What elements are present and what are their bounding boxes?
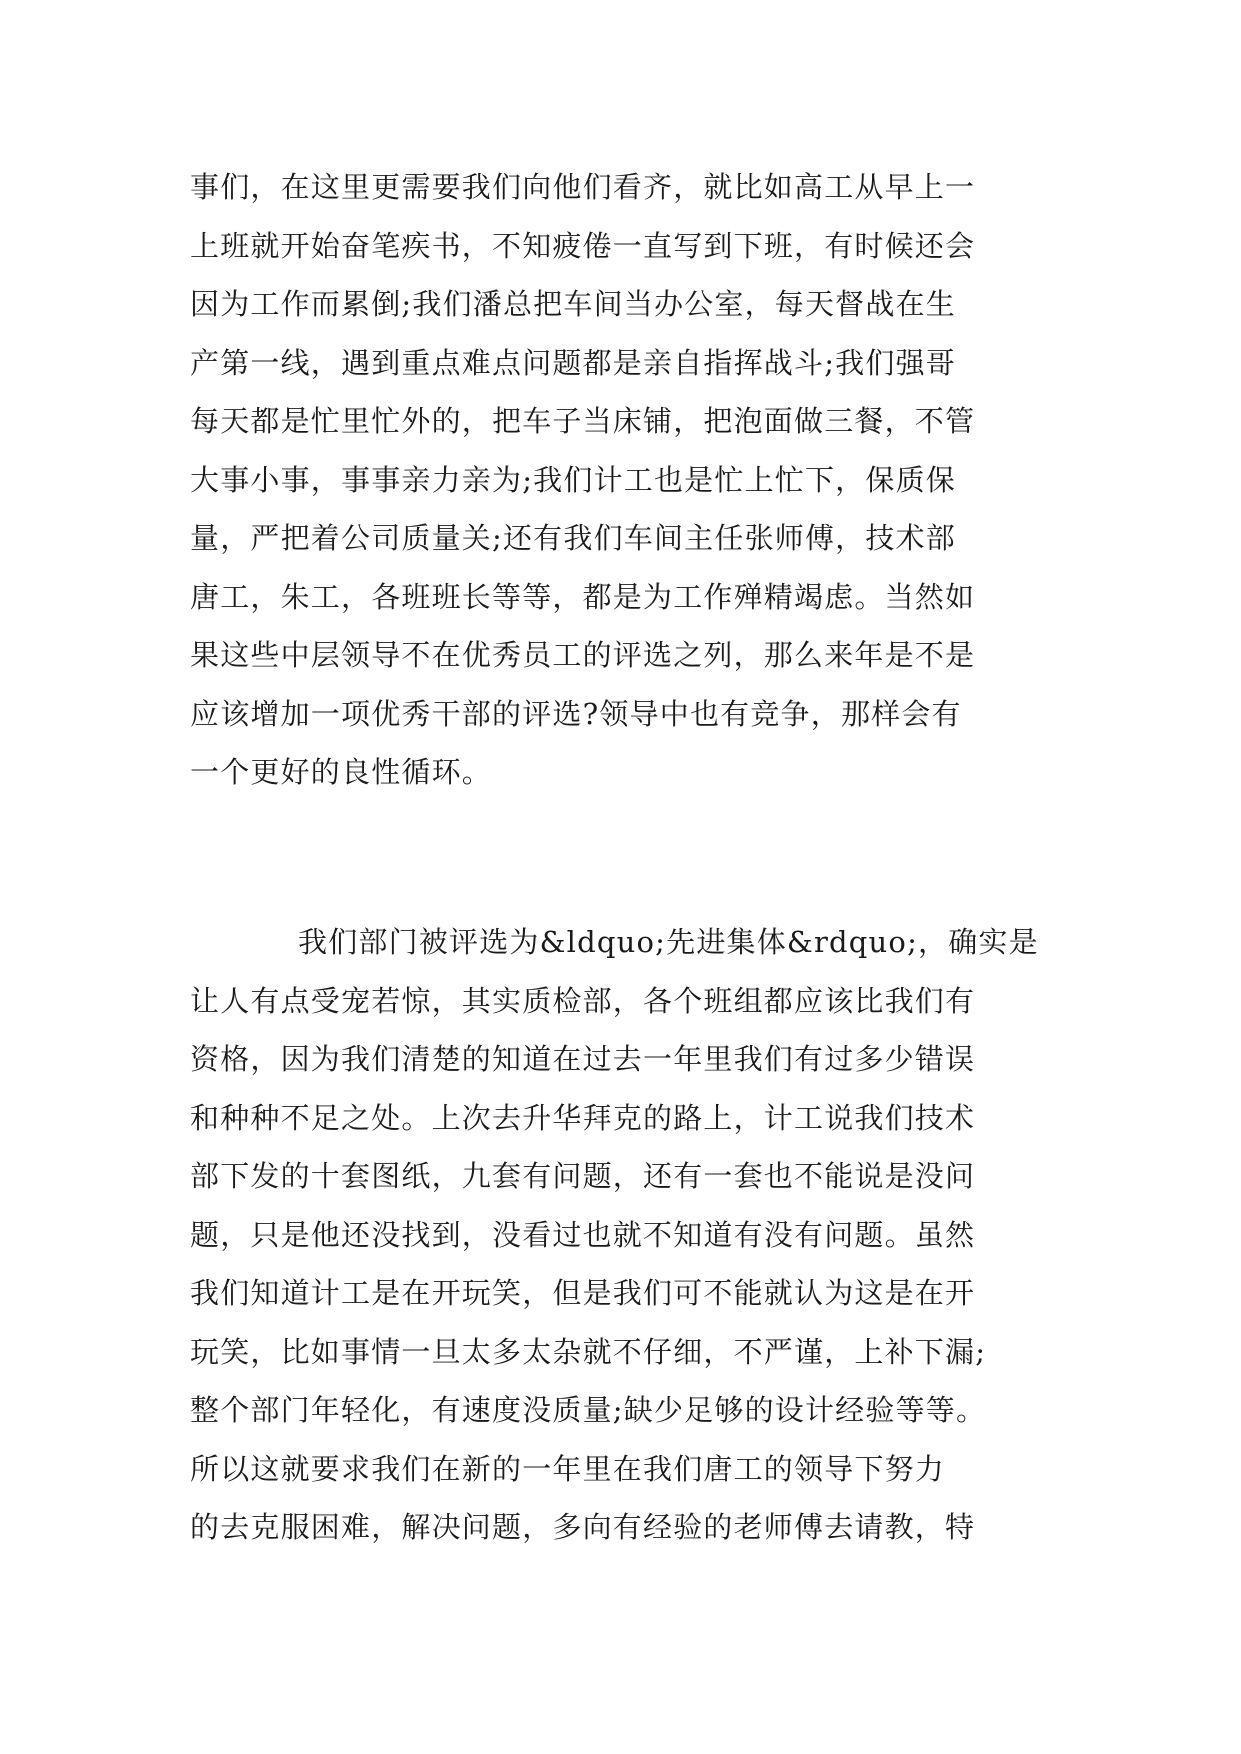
text-line: 上班就开始奋笔疾书，不知疲倦一直写到下班，有时候还会 — [190, 228, 976, 263]
text-line: 所以这就要求我们在新的一年里在我们唐工的领导下努力 — [190, 1451, 946, 1486]
text-line: 应该增加一项优秀干部的评选?领导中也有竞争，那样会有 — [190, 696, 962, 731]
text-line: 资格，因为我们清楚的知道在过去一年里我们有过多少错误 — [190, 1042, 976, 1076]
text-line: 一个更好的良性循环。 — [190, 755, 493, 789]
text-line: 的去克服困难，解决问题，多向有经验的老师傅去请教，特 — [190, 1510, 976, 1544]
text-line: 题，只是他还没找到，没看过也就不知道有没有问题。虽然 — [190, 1217, 976, 1252]
text-line: 量，严把着公司质量关;还有我们车间主任张师傅，技术部 — [190, 521, 956, 555]
text-line: 我们知道计工是在开玩笑，但是我们可不能就认为这是在开 — [190, 1276, 976, 1310]
text-line: 整个部门年轻化，有速度没质量;缺少足够的设计经验等等。 — [190, 1393, 987, 1427]
text-line: 和种种不足之处。上次去升华拜克的路上，计工说我们技术 — [190, 1100, 976, 1135]
text-line: 玩笑，比如事情一旦太多太杂就不仔细，不严谨，上补下漏; — [190, 1334, 987, 1369]
paragraph-1 — [190, 158, 1070, 802]
text-line: 大事小事，事事亲力亲为;我们计工也是忙上忙下，保质保 — [190, 462, 956, 497]
text-line: 让人有点受宠若惊，其实质检部，各个班组都应该比我们有 — [190, 983, 976, 1018]
text-line: 事们，在这里更需要我们向他们看齐，就比如高工从早上一 — [190, 170, 976, 204]
text-line: 因为工作而累倒;我们潘总把车间当办公室，每天督战在生 — [190, 287, 956, 321]
text-line: 每天都是忙里忙外的，把车子当床铺，把泡面做三餐，不管 — [190, 404, 976, 438]
paragraph-2 — [190, 913, 1070, 1557]
text-line: 果这些中层领导不在优秀员工的评选之列，那么来年是不是 — [190, 638, 976, 672]
text-line: 唐工，朱工，各班班长等等，都是为工作殚精竭虑。当然如 — [190, 579, 976, 614]
text-line: 产第一线，遇到重点难点问题都是亲自指挥战斗;我们强哥 — [190, 345, 956, 380]
text-line-first: 我们部门被评选为&ldquo;先进集体&rdquo;，确实是 — [298, 925, 1039, 959]
text-line: 部下发的十套图纸，九套有问题，还有一套也不能说是没问 — [190, 1159, 976, 1193]
